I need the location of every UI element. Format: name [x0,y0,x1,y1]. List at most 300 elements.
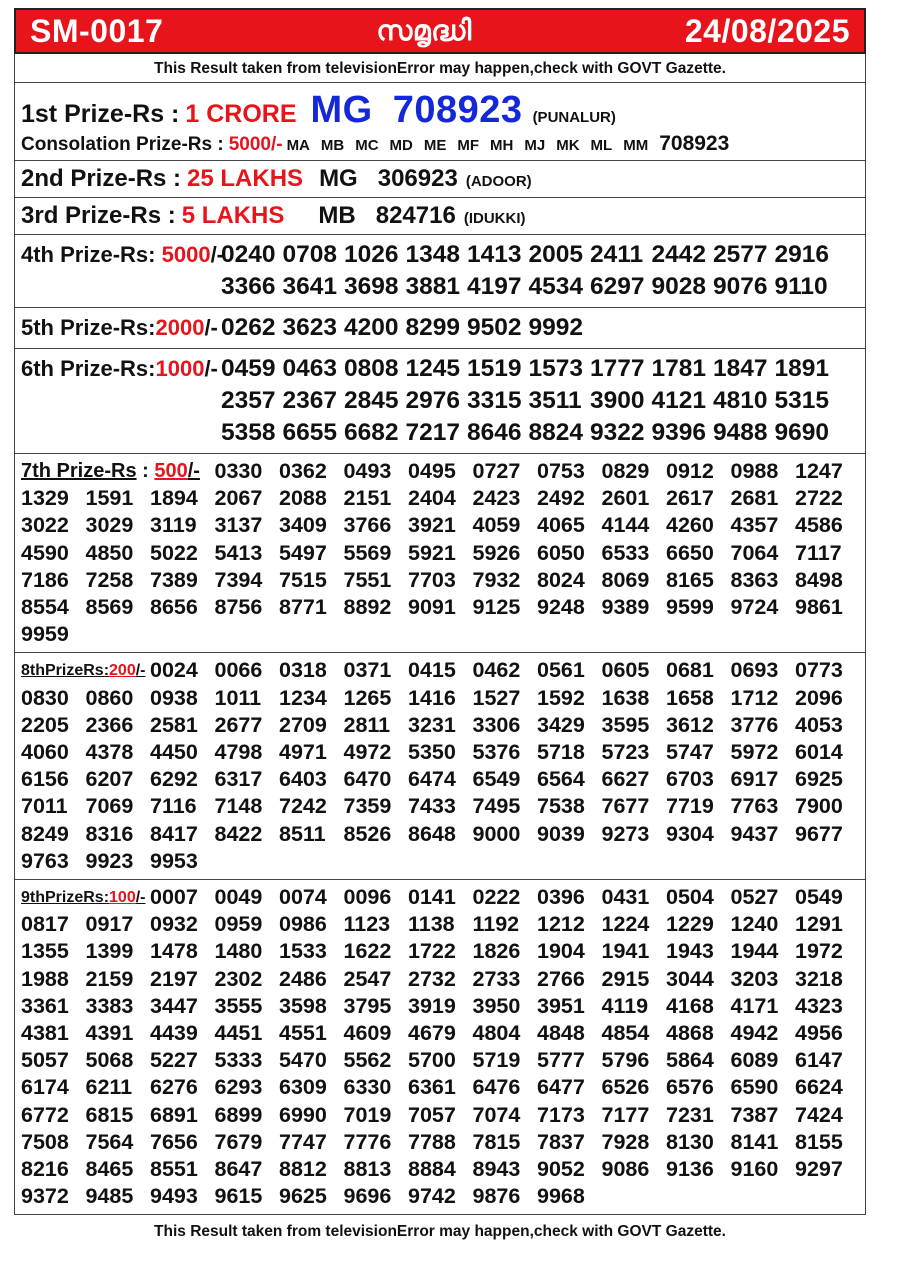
prize-number: 9959 [21,622,69,647]
prize-number: 0988 [730,459,779,483]
prize-number: 7928 [601,1129,650,1154]
results-box [14,83,866,1215]
first-prize-number: 708923 [392,89,523,131]
prize-number: 4956 [795,1021,843,1046]
prize-number: 4171 [730,993,779,1018]
prize-number: 0330 [214,459,263,483]
prize-number: 3218 [795,966,843,991]
prize-number: 6317 [214,767,263,792]
prize-number: 7538 [537,794,585,819]
third-prize-number: 824716 [375,202,456,229]
prize-number: 4144 [601,513,650,538]
prize-number: 0912 [666,459,714,483]
prize-number: 9028 [651,273,707,300]
prize-number: 3641 [282,273,338,300]
prize-number: 9297 [795,1157,843,1182]
prize-number: 6293 [214,1075,263,1100]
prize-number: 9136 [666,1157,714,1182]
prize-number: 0860 [85,685,134,710]
lottery-name: സമൃദ്ധി [376,14,472,46]
prize-number: 5718 [537,740,585,765]
prize-number: 1894 [150,486,198,511]
prize-number: 5022 [150,540,198,565]
prize-number: 2205 [21,712,69,737]
prize-number: 4810 [713,387,768,414]
prize-number: 1291 [795,912,843,937]
prize-number: 1123 [343,912,391,937]
prize-number: 8299 [405,314,461,341]
prize-number: 8465 [85,1157,134,1182]
prize-number: 8130 [666,1129,714,1154]
prize-number: 0462 [472,658,521,683]
consolation-number: 708923 [659,132,730,155]
prize-number: 2492 [537,486,585,511]
prize-number: 9322 [590,419,645,446]
first-prize-label: 1st Prize-Rs : [21,100,180,128]
prize-number: 7394 [214,567,263,592]
prize-number: 1988 [21,966,69,991]
prize-number: 8884 [408,1157,456,1182]
prize-number: 1638 [601,685,650,710]
prize-number: 5333 [214,1048,263,1073]
prize-number: 0773 [795,658,843,683]
prize-number: 5068 [85,1048,134,1073]
prize-number: 7116 [150,794,197,819]
prize-number: 0605 [601,658,650,683]
consolation-series-code: ME [423,137,447,154]
prize-number: 5470 [279,1048,327,1073]
prize-number: 1138 [408,912,455,937]
prize-number: 7788 [408,1129,456,1154]
prize-number: 6403 [279,767,327,792]
prize-number: 4381 [21,1021,69,1046]
first-prize-place: (PUNALUR) [532,109,616,126]
prize-number: 7231 [666,1102,714,1127]
prize-number: 7258 [85,567,134,592]
prize-number: 0959 [214,912,263,937]
prize-number: 3029 [85,513,134,538]
prize-number: 5569 [343,540,392,565]
prize-number: 7677 [601,794,650,819]
prize-number: 6899 [214,1102,263,1127]
prize-number: 7719 [666,794,714,819]
prize-number: 3447 [150,993,198,1018]
prize-number: 2302 [214,966,263,991]
prize-number: 8316 [85,821,134,846]
prize-number: 7551 [343,567,392,592]
prize-number: 2005 [528,241,584,268]
prize-number: 1777 [590,355,645,382]
prize-number: 9861 [795,595,843,620]
prize-number: 6207 [85,767,134,792]
prize-number: 6050 [537,540,585,565]
prize-number: 1944 [730,939,779,964]
prize-number: 0371 [343,658,392,683]
prize-number: 2067 [214,486,263,511]
prize-number: 9039 [537,821,585,846]
prize-number: 1573 [528,355,584,382]
prize-number: 8554 [21,595,69,620]
prize-number: 1229 [666,912,714,937]
prize-number: 1826 [472,939,521,964]
prize-number: 4323 [795,993,843,1018]
prize-number: 6990 [279,1102,327,1127]
prize-number: 1847 [713,355,768,382]
prize-number: 1972 [795,939,843,964]
prize-number: 0727 [472,459,521,483]
prize-number: 6156 [21,767,69,792]
prize-number: 9389 [601,595,650,620]
prize-number: 6703 [666,767,714,792]
prize-number: 0829 [601,459,650,483]
prize-number: 0561 [537,658,585,683]
prize-number: 6650 [666,540,714,565]
sixth-prize-label: 6th Prize-Rs:1000/- [21,356,218,381]
prize-number: 0808 [344,355,399,382]
first-prize-section [15,83,865,161]
prize-number: 1265 [343,685,392,710]
prize-number: 1658 [666,685,714,710]
fifth-prize-label: 5th Prize-Rs:2000/- [21,315,218,340]
prize-number: 0932 [150,912,198,937]
draw-date: 24/08/2025 [684,12,850,49]
prize-number: 2151 [343,486,392,511]
prize-number: 0222 [472,885,521,910]
prize-number: 6682 [344,419,399,446]
prize-number: 7186 [21,567,69,592]
prize-number: 5413 [214,540,263,565]
sixth-prize-grid [21,353,859,449]
prize-number: 2733 [472,966,521,991]
prize-number: 6292 [150,767,198,792]
prize-number: 3598 [279,993,327,1018]
prize-number: 1192 [472,912,520,937]
prize-number: 6590 [730,1075,779,1100]
prize-number: 3022 [21,513,69,538]
prize-number: 4260 [666,513,714,538]
prize-number: 0096 [343,885,392,910]
prize-number: 4197 [467,273,522,300]
prize-number: 8498 [795,567,843,592]
prize-number: 8422 [214,821,263,846]
prize-number: 7057 [408,1102,456,1127]
fourth-prize-label: 4th Prize-Rs: 5000/- [21,242,225,267]
seventh-prize-grid [21,458,859,648]
consolation-series-code: MH [490,137,514,154]
second-prize-number: 306923 [377,165,458,192]
consolation-label: Consolation Prize-Rs : [21,134,224,155]
prize-number: 0141 [408,885,456,910]
prize-number: 0396 [537,885,585,910]
prize-number: 9724 [730,595,779,620]
consolation-series-code: MJ [524,137,546,154]
prize-number: 4848 [537,1021,585,1046]
prize-number: 1622 [343,939,392,964]
prize-number: 9110 [774,273,828,300]
prize-number: 3511 [528,387,582,414]
prize-number: 6474 [408,767,456,792]
prize-number: 7703 [408,567,456,592]
prize-number: 4059 [472,513,521,538]
consolation-series-list [287,137,660,154]
prize-number: 1592 [537,685,585,710]
third-prize-amount: 5 LAKHS [181,202,285,229]
prize-number: 0318 [279,658,327,683]
prize-number: 0262 [221,314,276,341]
prize-number: 6470 [343,767,392,792]
prize-number: 1943 [666,939,714,964]
prize-number: 2197 [150,966,198,991]
prize-number: 2766 [537,966,585,991]
prize-number: 3795 [343,993,392,1018]
lottery-code: SM-0017 [30,12,164,49]
prize-number: 7932 [472,567,521,592]
prize-number: 5227 [150,1048,198,1073]
prize-number: 6925 [795,767,843,792]
prize-number: 6533 [601,540,650,565]
prize-number: 6917 [730,767,779,792]
prize-number: 5700 [408,1048,456,1073]
prize-number: 9488 [713,419,768,446]
prize-number: 1416 [408,685,456,710]
prize-number: 4168 [666,993,714,1018]
prize-number: 6576 [666,1075,714,1100]
prize-number: 3306 [472,712,521,737]
eighth-prize-section [15,653,865,880]
prize-number: 3921 [408,513,456,538]
prize-number: 5972 [730,740,779,765]
prize-number: 9304 [666,821,714,846]
prize-number: 9953 [150,848,198,873]
prize-number: 5562 [343,1048,392,1073]
prize-number: 3881 [405,273,461,300]
prize-number: 1245 [405,355,461,382]
prize-number: 3315 [467,387,522,414]
consolation-series-code: MM [623,137,649,154]
prize-number: 5796 [601,1048,650,1073]
prize-number: 1011 [214,685,262,710]
prize-number: 9091 [408,595,456,620]
ninth-prize-section [15,880,865,1214]
prize-number: 2811 [343,712,391,737]
prize-number: 5864 [666,1048,714,1073]
prize-number: 4850 [85,540,134,565]
prize-number: 2976 [405,387,461,414]
prize-number: 0986 [279,912,327,937]
prize-number: 3612 [666,712,714,737]
prize-number: 5723 [601,740,650,765]
prize-number: 3383 [85,993,134,1018]
prize-number: 4942 [730,1021,779,1046]
second-prize-place: (ADOOR) [465,173,532,190]
prize-number: 7763 [730,794,779,819]
prize-number: 9742 [408,1184,456,1209]
prize-number: 2159 [85,966,134,991]
consolation-series-code: MK [556,137,580,154]
prize-number: 1941 [601,939,650,964]
prize-number: 7148 [214,794,263,819]
prize-number: 2732 [408,966,456,991]
prize-number: 7515 [279,567,327,592]
prize-number: 9696 [343,1184,392,1209]
prize-number: 7837 [537,1129,585,1154]
prize-number: 0415 [408,658,456,683]
prize-number: 7564 [85,1129,134,1154]
consolation-series-code: MC [355,137,379,154]
prize-number: 2601 [601,486,650,511]
prize-number: 6627 [601,767,650,792]
prize-number: 9125 [472,595,521,620]
prize-number: 2617 [666,486,714,511]
prize-number: 3950 [472,993,521,1018]
sixth-prize-section [15,349,865,454]
prize-number: 3361 [21,993,69,1018]
prize-number: 4450 [150,740,198,765]
prize-number: 5747 [666,740,714,765]
prize-number: 9677 [795,821,843,846]
prize-number: 4590 [21,540,69,565]
prize-number: 5719 [472,1048,521,1073]
prize-number: 4391 [85,1021,134,1046]
prize-number: 0463 [282,355,338,382]
prize-number: 0753 [537,459,585,483]
prize-number: 7508 [21,1129,69,1154]
prize-number: 6772 [21,1102,69,1127]
prize-number: 6211 [85,1075,133,1100]
prize-number: 7815 [472,1129,521,1154]
prize-number: 4534 [528,273,584,300]
prize-number: 2845 [344,387,399,414]
prize-number: 4972 [343,740,392,765]
prize-number: 5057 [21,1048,69,1073]
second-prize-amount: 25 LAKHS [187,165,304,192]
prize-number: 0493 [343,459,392,483]
prize-number: 9086 [601,1157,650,1182]
prize-number: 1722 [408,939,456,964]
prize-number: 1533 [279,939,327,964]
prize-number: 7069 [85,794,134,819]
prize-number: 5358 [221,419,276,446]
prize-number: 5315 [774,387,830,414]
prize-number: 7776 [343,1129,392,1154]
prize-number: 0938 [150,685,198,710]
prize-number: 3044 [666,966,714,991]
prize-number: 1478 [150,939,198,964]
prize-number: 8656 [150,595,198,620]
prize-number: 7019 [343,1102,392,1127]
prize-number: 8569 [85,595,134,620]
prize-number: 7064 [730,540,779,565]
prize-number: 6276 [150,1075,198,1100]
prize-number: 0708 [282,241,338,268]
prize-number: 1480 [214,939,263,964]
prize-number: 0024 [150,658,198,683]
third-prize-series: MB [318,202,356,229]
prize-number: 9625 [279,1184,327,1209]
prize-number: 2547 [343,966,392,991]
prize-number: 4451 [214,1021,263,1046]
prize-number: 2577 [713,241,768,268]
prize-number: 9000 [472,821,521,846]
bottom-notice: This Result taken from televisionError may happen,check with GOVT Gazette. [154,1223,726,1241]
prize-number: 5777 [537,1048,585,1073]
prize-number: 0504 [666,885,714,910]
eighth-prize-grid [21,657,859,875]
prize-number: 7747 [279,1129,327,1154]
prize-number: 1224 [601,912,650,937]
prize-number: 5350 [408,740,456,765]
prize-number: 9876 [472,1184,521,1209]
prize-number: 2411 [590,241,644,268]
prize-number: 6655 [282,419,338,446]
prize-number: 1904 [537,939,585,964]
prize-number: 7242 [279,794,327,819]
prize-number: 9763 [21,848,69,873]
prize-number: 0049 [214,885,263,910]
prize-number: 2404 [408,486,456,511]
prize-number: 3776 [730,712,779,737]
prize-number: 8824 [528,419,584,446]
prize-number: 8943 [472,1157,521,1182]
prize-number: 6526 [601,1075,650,1100]
prize-number: 4378 [85,740,134,765]
prize-number: 0362 [279,459,327,483]
top-notice: This Result taken from televisionError may happen,check with GOVT Gazette. [14,54,866,83]
prize-number: 7011 [21,794,68,819]
consolation-amount: 5000/- [228,134,283,155]
prize-number: 8756 [214,595,263,620]
prize-number: 9485 [85,1184,134,1209]
prize-number: 3137 [214,513,263,538]
second-prize-section [15,161,865,198]
prize-number: 8646 [467,419,522,446]
prize-number: 1026 [344,241,399,268]
prize-number: 7656 [150,1129,198,1154]
fifth-prize-grid [21,312,859,344]
consolation-series-code: MD [389,137,413,154]
header-bar [14,8,866,54]
prize-number: 2916 [774,241,830,268]
prize-number: 4971 [279,740,327,765]
consolation-series-code: ML [590,137,613,154]
prize-number: 5921 [408,540,456,565]
prize-number: 8511 [279,821,326,846]
prize-number: 7387 [730,1102,779,1127]
prize-number: 4798 [214,740,263,765]
fifth-prize-section [15,308,865,349]
prize-number: 9923 [85,848,134,873]
prize-number: 3698 [344,273,399,300]
prize-number: 6476 [472,1075,521,1100]
prize-number: 4119 [601,993,649,1018]
prize-number: 1527 [472,685,521,710]
prize-number: 0495 [408,459,456,483]
prize-number: 4868 [666,1021,714,1046]
prize-number: 9615 [214,1184,263,1209]
prize-number: 7173 [537,1102,585,1127]
prize-number: 7177 [601,1102,650,1127]
prize-number: 2486 [279,966,327,991]
prize-number: 0549 [795,885,843,910]
prize-number: 2423 [472,486,521,511]
prize-number: 4357 [730,513,779,538]
consolation-series-code: MF [457,137,480,154]
prize-number: 0817 [21,912,69,937]
prize-number: 8892 [343,595,392,620]
prize-number: 9076 [713,273,768,300]
ninth-prize-grid [21,884,859,1210]
prize-number: 5497 [279,540,327,565]
